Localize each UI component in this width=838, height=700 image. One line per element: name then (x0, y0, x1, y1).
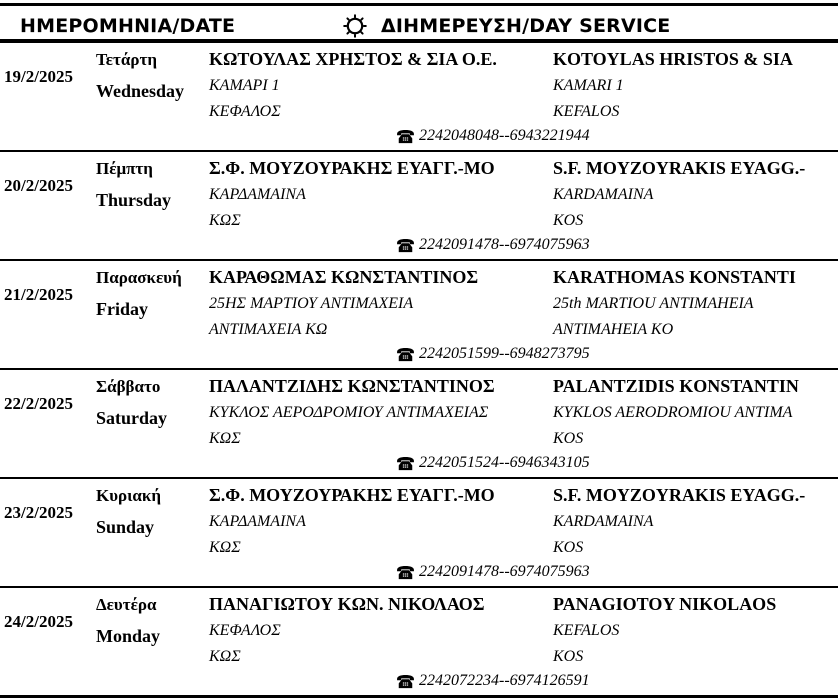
address-line2-english: KEFALOS (553, 103, 620, 120)
bottom-rule (0, 695, 838, 698)
pharmacy-name-greek: Σ.Φ. ΜΟΥΖΟΥΡΑΚΗΣ ΕΥΑΓΓ.-ΜΟ (209, 158, 495, 178)
schedule-entry (0, 150, 838, 259)
address-line1-english: KARDAMAINA (553, 186, 654, 203)
entry-day-greek: Σάββατο (96, 377, 161, 396)
address-line1-greek: ΚΕΦΑΛΟΣ (209, 622, 281, 639)
entry-day-english: Wednesday (96, 81, 185, 101)
pharmacy-name-greek: ΠΑΛΑΝΤΖΙΔΗΣ ΚΩΝΣΤΑΝΤΙΝΟΣ (209, 376, 495, 396)
address-line2-greek: ΚΩΣ (209, 539, 241, 556)
address-line1-english: KARDAMAINA (553, 513, 654, 530)
entry-divider (0, 477, 838, 479)
phone-row (396, 127, 590, 145)
address-line2-greek: ΚΩΣ (209, 430, 241, 447)
entry-day-english: Monday (96, 626, 161, 646)
phone-row (396, 454, 590, 472)
pharmacy-name-greek: ΚΑΡΑΘΩΜΑΣ ΚΩΝΣΤΑΝΤΙΝΟΣ (209, 267, 479, 287)
pharmacy-name-english: PANAGIOTOY NIKOLAOS (553, 594, 777, 614)
phone-row (396, 563, 590, 581)
entry-divider (0, 41, 838, 43)
address-line2-english: KOS (553, 648, 584, 665)
address-line2-greek: ΚΩΣ (209, 212, 241, 229)
pharmacy-name-greek: ΠΑΝΑΓΙΩΤΟΥ ΚΩΝ. ΝΙΚΟΛΑΟΣ (209, 594, 485, 614)
entry-day-greek: Κυριακή (96, 486, 161, 505)
schedule-entry (0, 586, 838, 695)
service-label: ΔΙΗΜΕΡΕΥΣΗ/DAY SERVICE (381, 15, 671, 37)
address-line2-english: KOS (553, 539, 584, 556)
pharmacy-name-greek: ΚΩΤΟΥΛΑΣ ΧΡΗΣΤΟΣ & ΣΙΑ Ο.Ε. (209, 49, 497, 69)
address-line1-english: KYKLOS AERODROMIOU ANTIMA (553, 404, 793, 421)
entry-day-greek: Τετάρτη (96, 50, 157, 69)
telephone-icon (396, 456, 415, 471)
pharmacy-name-english: KOTOYLAS HRISTOS & SIA (553, 49, 793, 69)
address-line1-greek: ΚΥΚΛΟΣ ΑΕΡΟΔΡΟΜΙΟΥ ΑΝΤΙΜΑΧΕΙΑΣ (209, 404, 489, 421)
address-line1-greek: ΚΑΡΔΑΜΑΙΝΑ (209, 513, 306, 530)
entry-date: 20/2/2025 (4, 176, 73, 195)
address-line1-english: KAMARI 1 (553, 77, 624, 94)
pharmacy-name-english: S.F. MOYZOYRAKIS EYAGG.- (553, 158, 806, 178)
address-line2-greek: ΚΕΦΑΛΟΣ (209, 103, 281, 120)
schedule-entry (0, 41, 838, 150)
phone-numbers: 2242048048--6943221944 (419, 127, 590, 144)
pharmacy-name-english: S.F. MOYZOYRAKIS EYAGG.- (553, 485, 806, 505)
entry-date: 23/2/2025 (4, 503, 73, 522)
phone-numbers: 2242072234--6974126591 (419, 672, 590, 689)
phone-row (396, 672, 590, 690)
telephone-icon (396, 129, 415, 144)
address-line2-english: ANTIMAHEIA KO (553, 321, 674, 338)
entry-date: 24/2/2025 (4, 612, 73, 631)
address-line2-english: KOS (553, 212, 584, 229)
entry-divider (0, 586, 838, 588)
entry-day-greek: Πέμπτη (96, 159, 153, 178)
schedule-entry (0, 477, 838, 586)
sun-icon (343, 14, 367, 38)
phone-numbers: 2242091478--6974075963 (419, 563, 590, 580)
entry-divider (0, 259, 838, 261)
schedule-entry (0, 368, 838, 477)
phone-numbers: 2242051599--6948273795 (419, 345, 590, 362)
pharmacy-name-greek: Σ.Φ. ΜΟΥΖΟΥΡΑΚΗΣ ΕΥΑΓΓ.-ΜΟ (209, 485, 495, 505)
entry-date: 22/2/2025 (4, 394, 73, 413)
address-line1-greek: ΚΑΜΑΡΙ 1 (209, 77, 280, 94)
telephone-icon (396, 674, 415, 689)
address-line1-greek: ΚΑΡΔΑΜΑΙΝΑ (209, 186, 306, 203)
telephone-icon (396, 347, 415, 362)
address-line1-greek: 25ΗΣ ΜΑΡΤΙΟΥ ΑΝΤΙΜΑΧΕΙΑ (209, 295, 414, 312)
entry-date: 19/2/2025 (4, 67, 73, 86)
entry-day-greek: Δευτέρα (96, 595, 157, 614)
phone-numbers: 2242051524--6946343105 (419, 454, 590, 471)
telephone-icon (396, 238, 415, 253)
date-column-header: ΗΜΕΡΟΜΗΝΙΑ/DATE (20, 15, 236, 37)
entry-date: 21/2/2025 (4, 285, 73, 304)
pharmacy-name-english: KARATHOMAS KONSTANTI (553, 267, 796, 287)
service-column-header (343, 14, 670, 38)
address-line2-greek: ΚΩΣ (209, 648, 241, 665)
entry-day-english: Friday (96, 299, 148, 319)
address-line2-english: KOS (553, 430, 584, 447)
phone-numbers: 2242091478--6974075963 (419, 236, 590, 253)
entry-divider (0, 150, 838, 152)
schedule-entry (0, 259, 838, 368)
telephone-icon (396, 565, 415, 580)
entry-day-english: Thursday (96, 190, 172, 210)
top-rule (0, 3, 838, 6)
table-header (0, 8, 838, 42)
entry-day-english: Sunday (96, 517, 155, 537)
phone-row (396, 345, 590, 363)
entry-day-english: Saturday (96, 408, 168, 428)
pharmacy-name-english: PALANTZIDIS KONSTANTIN (553, 376, 799, 396)
address-line1-english: 25th MARTIOU ANTIMAHEIA (553, 295, 754, 312)
phone-row (396, 236, 590, 254)
address-line1-english: KEFALOS (553, 622, 620, 639)
address-line2-greek: ΑΝΤΙΜΑΧΕΙΑ ΚΩ (209, 321, 328, 338)
entry-day-greek: Παρασκευή (96, 268, 182, 287)
entry-divider (0, 368, 838, 370)
